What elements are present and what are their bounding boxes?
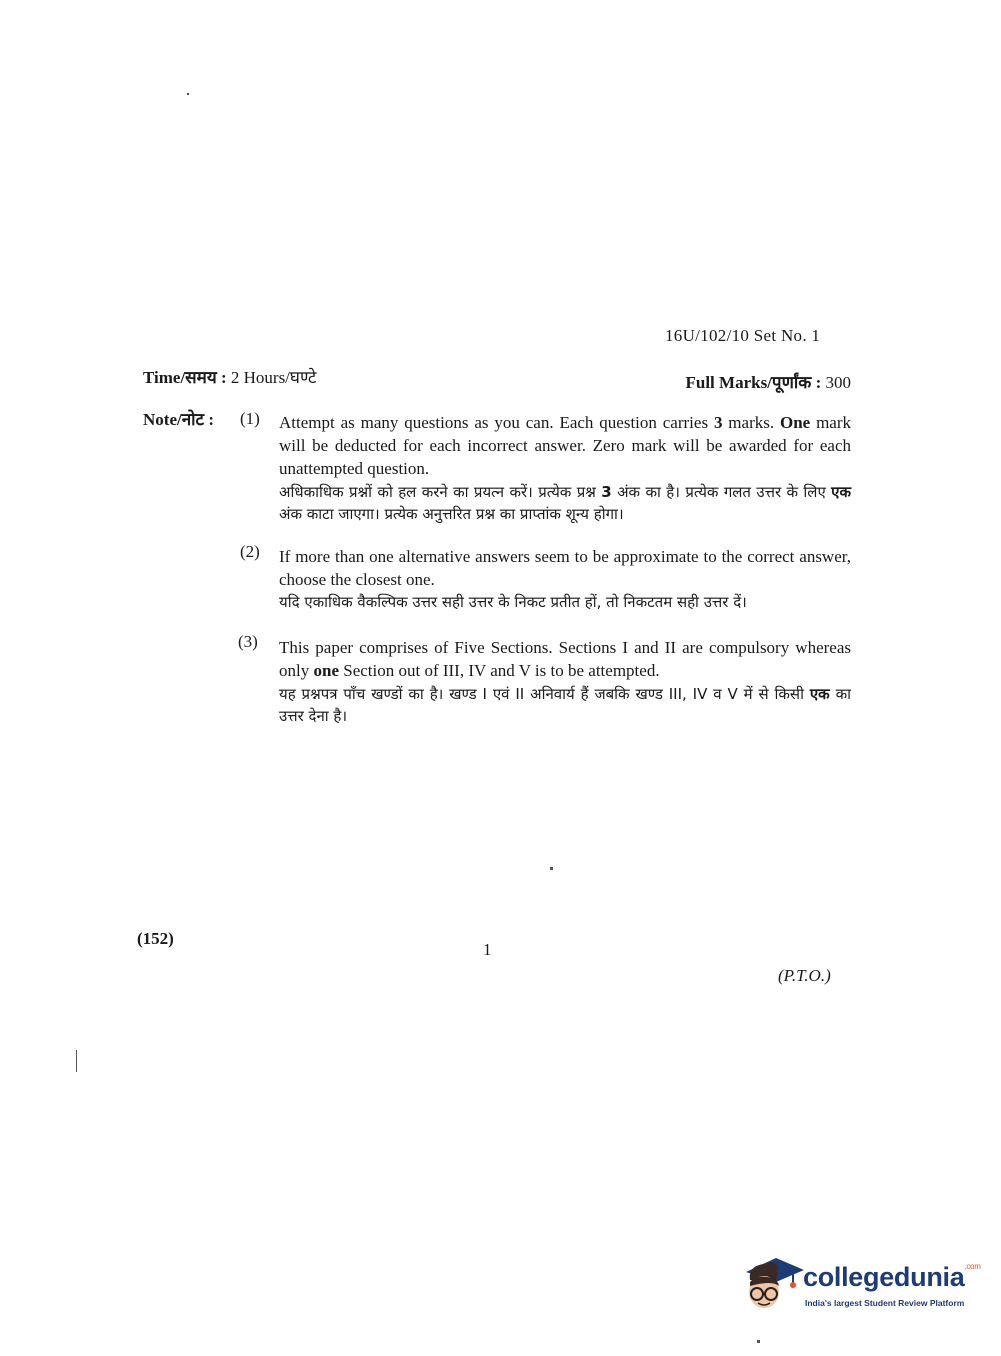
note-item-3-english-part2: Section out of III, IV and V is to be attempted. xyxy=(338,661,660,680)
marks-value: 300 xyxy=(825,373,851,392)
scan-speck xyxy=(757,1340,760,1343)
note-label: Note/नोट : xyxy=(143,410,215,429)
note-item-3-number: (3) xyxy=(238,632,258,651)
note-item-1-hindi-part1: अधिकाधिक प्रश्नों को हल करने का प्रयत्न करें। प्रत्येक प्रश्न xyxy=(279,483,602,501)
note-item-1-english xyxy=(279,411,851,480)
logo-brand: collegedunia xyxy=(803,1262,965,1292)
marks-label: Full Marks/पूर्णांक : xyxy=(685,373,822,392)
note-item-3-hindi xyxy=(279,683,851,727)
scan-speck xyxy=(187,93,189,95)
note-item-1-one: One xyxy=(779,413,811,432)
set-number: 16U/102/10 Set No. 1 xyxy=(665,326,821,345)
note-item-2-english: If more than one alternative answers seem to be approximate to the correct answer, choose the closest one. xyxy=(279,547,851,589)
full-marks xyxy=(686,370,852,393)
scan-speck xyxy=(550,867,553,870)
logo-domain: .com xyxy=(964,1262,981,1271)
note-item-1-hindi-part3: अंक काटा जाएगा। प्रत्येक अनुत्तरित प्रश्न का प्राप्तांक शून्य होगा। xyxy=(279,505,624,523)
note-item-1-hindi xyxy=(279,481,851,525)
note-item-1-marks: 3 xyxy=(713,413,723,432)
note-item-3-english xyxy=(279,636,851,682)
paper-code: (152) xyxy=(137,929,174,948)
logo-wordmark xyxy=(803,1262,981,1293)
note-item-2-hindi: यदि एकाधिक वैकल्पिक उत्तर सही उत्तर के निकट प्रतीत हों, तो निकटतम सही उत्तर दें। xyxy=(279,593,747,611)
scan-speck xyxy=(76,1050,77,1072)
note-item-1-english-part1: Attempt as many questions as you can. Each question carries xyxy=(279,413,714,432)
note-item-3-hindi-part1: यह प्रश्नपत्र पाँच खण्डों का है। खण्ड I एवं II अनिवार्य हैं जबकि खण्ड III, IV व V में से किसी xyxy=(279,685,810,703)
note-item-1-hindi-part2: अंक का है। प्रत्येक गलत उत्तर के लिए xyxy=(611,483,832,501)
note-item-3-english-part1: This paper comprises of Five Sections. Sections I and II are compulsory whereas only xyxy=(279,638,851,680)
note-item-1-number: (1) xyxy=(240,409,260,428)
note-item-1-hindi-ek: एक xyxy=(831,483,851,501)
time-label: Time/समय : xyxy=(143,368,227,387)
note-item-1-hindi-marks: 3 xyxy=(601,483,612,501)
please-turn-over: (P.T.O.) xyxy=(778,966,831,985)
time-value: 2 Hours/घण्टे xyxy=(230,368,317,387)
page-number: 1 xyxy=(483,940,492,959)
note-item-1-english-part3: mark will be deducted for each incorrect answer. Zero mark will be awarded for each unattempted question. xyxy=(279,413,852,478)
note-item-2-number: (2) xyxy=(240,542,260,561)
note-item-3-hindi-part2: का उत्तर देना है। xyxy=(279,685,851,725)
exam-time xyxy=(143,365,316,388)
student-mascot-icon xyxy=(742,1250,806,1314)
note-item-3-hindi-ek: एक xyxy=(809,685,830,703)
note-item-3-one: one xyxy=(313,661,339,680)
note-item-1-english-part2: marks. xyxy=(722,413,775,432)
logo-tagline: India's largest Student Review Platform xyxy=(805,1298,965,1308)
